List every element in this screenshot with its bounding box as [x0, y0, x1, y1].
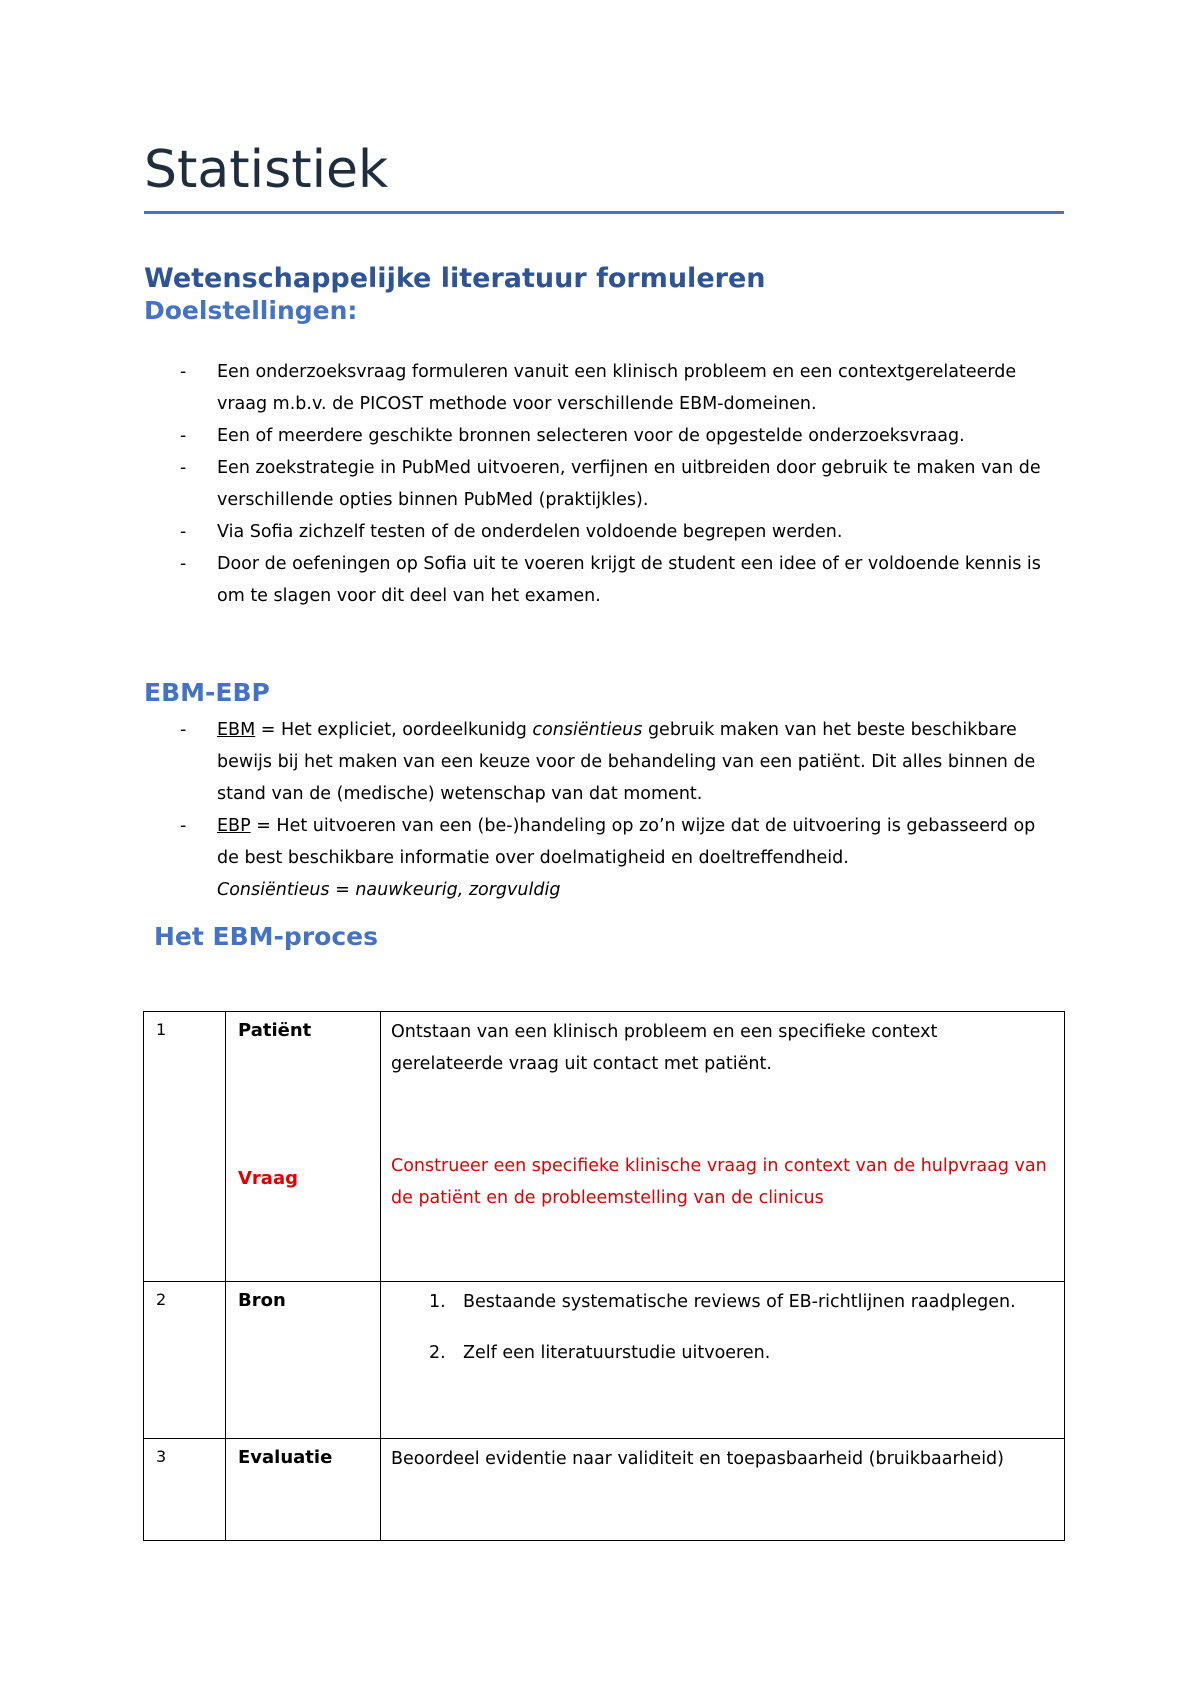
row-label: Patiënt Vraag [226, 1012, 381, 1282]
document-title: Statistiek [144, 140, 389, 200]
list-item: - Een zoekstrategie in PubMed uitvoeren, verfijnen en uitbreiden door gebruik te maken van de verschillende opties binnen PubMed (praktijkles). [180, 452, 1060, 516]
bullet-dash: - [180, 720, 187, 740]
row-label: Evaluatie [226, 1439, 381, 1541]
list-item: - Een onderzoeksvraag formuleren vanuit een klinisch probleem en een contextgerelateerde vraag m.b.v. de PICOST methode voor verschillende EBM-domeinen. [180, 356, 1060, 420]
list-item: - Via Sofia zichzelf testen of de onderdelen voldoende begrepen werden. [180, 516, 1060, 548]
bullet-dash: - [180, 362, 187, 382]
list-item-ebm: - EBM = Het expliciet, oordeelkunidg consiëntieus gebruik maken van het beste beschikbare bewijs bij het maken van een keuze voor de behandeling van een patiënt. Dit alles binnen de stand van de (medische) wetenschap van dat moment. [180, 714, 1060, 810]
bullet-dash: - [180, 458, 187, 478]
list-item: - Door de oefeningen op Sofia uit te voeren krijgt de student een idee of er voldoende kennis is om te slagen voor dit deel van het examen. [180, 548, 1060, 612]
ebm-ebp-list [180, 714, 1060, 906]
bullet-dash: - [180, 522, 187, 542]
section-heading-ebm-process: Het EBM-proces [154, 922, 378, 951]
source-steps [391, 1286, 1054, 1369]
row-label: Bron [226, 1282, 381, 1439]
list-item: - Een of meerdere geschikte bronnen selecteren voor de opgestelde onderzoeksvraag. [180, 420, 1060, 452]
row-content [381, 1282, 1065, 1439]
section-heading-ebm-ebp: EBM-EBP [144, 678, 270, 707]
list-item-ebp: - EBP = Het uitvoeren van een (be-)handeling op zo’n wijze dat de uitvoering is gebasseerd op de best beschikbare informatie over doelmatigheid en doeltreffendheid. Consiëntieus = nauwkeurig, zorgvuldig [180, 810, 1060, 906]
definition-note: Consiëntieus = nauwkeurig, zorgvuldig [217, 880, 561, 900]
term-ebm: EBM [217, 720, 256, 740]
bullet-dash: - [180, 554, 187, 574]
list-item: 2. Zelf een literatuurstudie uitvoeren. [429, 1343, 771, 1363]
title-underline [144, 211, 1064, 214]
section-heading-literature: Wetenschappelijke literatuur formuleren [144, 263, 766, 294]
row-content: Beoordeel evidentie naar validiteit en toepasbaarheid (bruikbaarheid) [381, 1439, 1065, 1541]
row-number: 2 [144, 1282, 226, 1439]
objectives-list [180, 356, 1060, 612]
row-label-red: Vraag [238, 1168, 298, 1189]
list-item: 1. Bestaande systematische reviews of EB-richtlijnen raadplegen. [429, 1292, 1016, 1312]
ebm-process-table [143, 1011, 1065, 1541]
section-heading-objectives: Doelstellingen: [144, 296, 358, 325]
term-ebp: EBP [217, 816, 251, 836]
bullet-dash: - [180, 426, 187, 446]
row-number: 1 [144, 1012, 226, 1282]
table-row [144, 1439, 1065, 1541]
table-row [144, 1012, 1065, 1282]
red-instruction: Construeer een specifieke klinische vraag in context van de hulpvraag van de patiënt en de probleemstelling van de clinicus [391, 1156, 1047, 1208]
table-row [144, 1282, 1065, 1439]
bullet-dash: - [180, 816, 187, 836]
row-number: 3 [144, 1439, 226, 1541]
row-content: Ontstaan van een klinisch probleem en een specifieke context gerelateerde vraag uit contact met patiënt. Construeer een specifieke klinische vraag in context van de hulpvraag van de patiënt en de probleemstelling van de clinicus [381, 1012, 1065, 1282]
